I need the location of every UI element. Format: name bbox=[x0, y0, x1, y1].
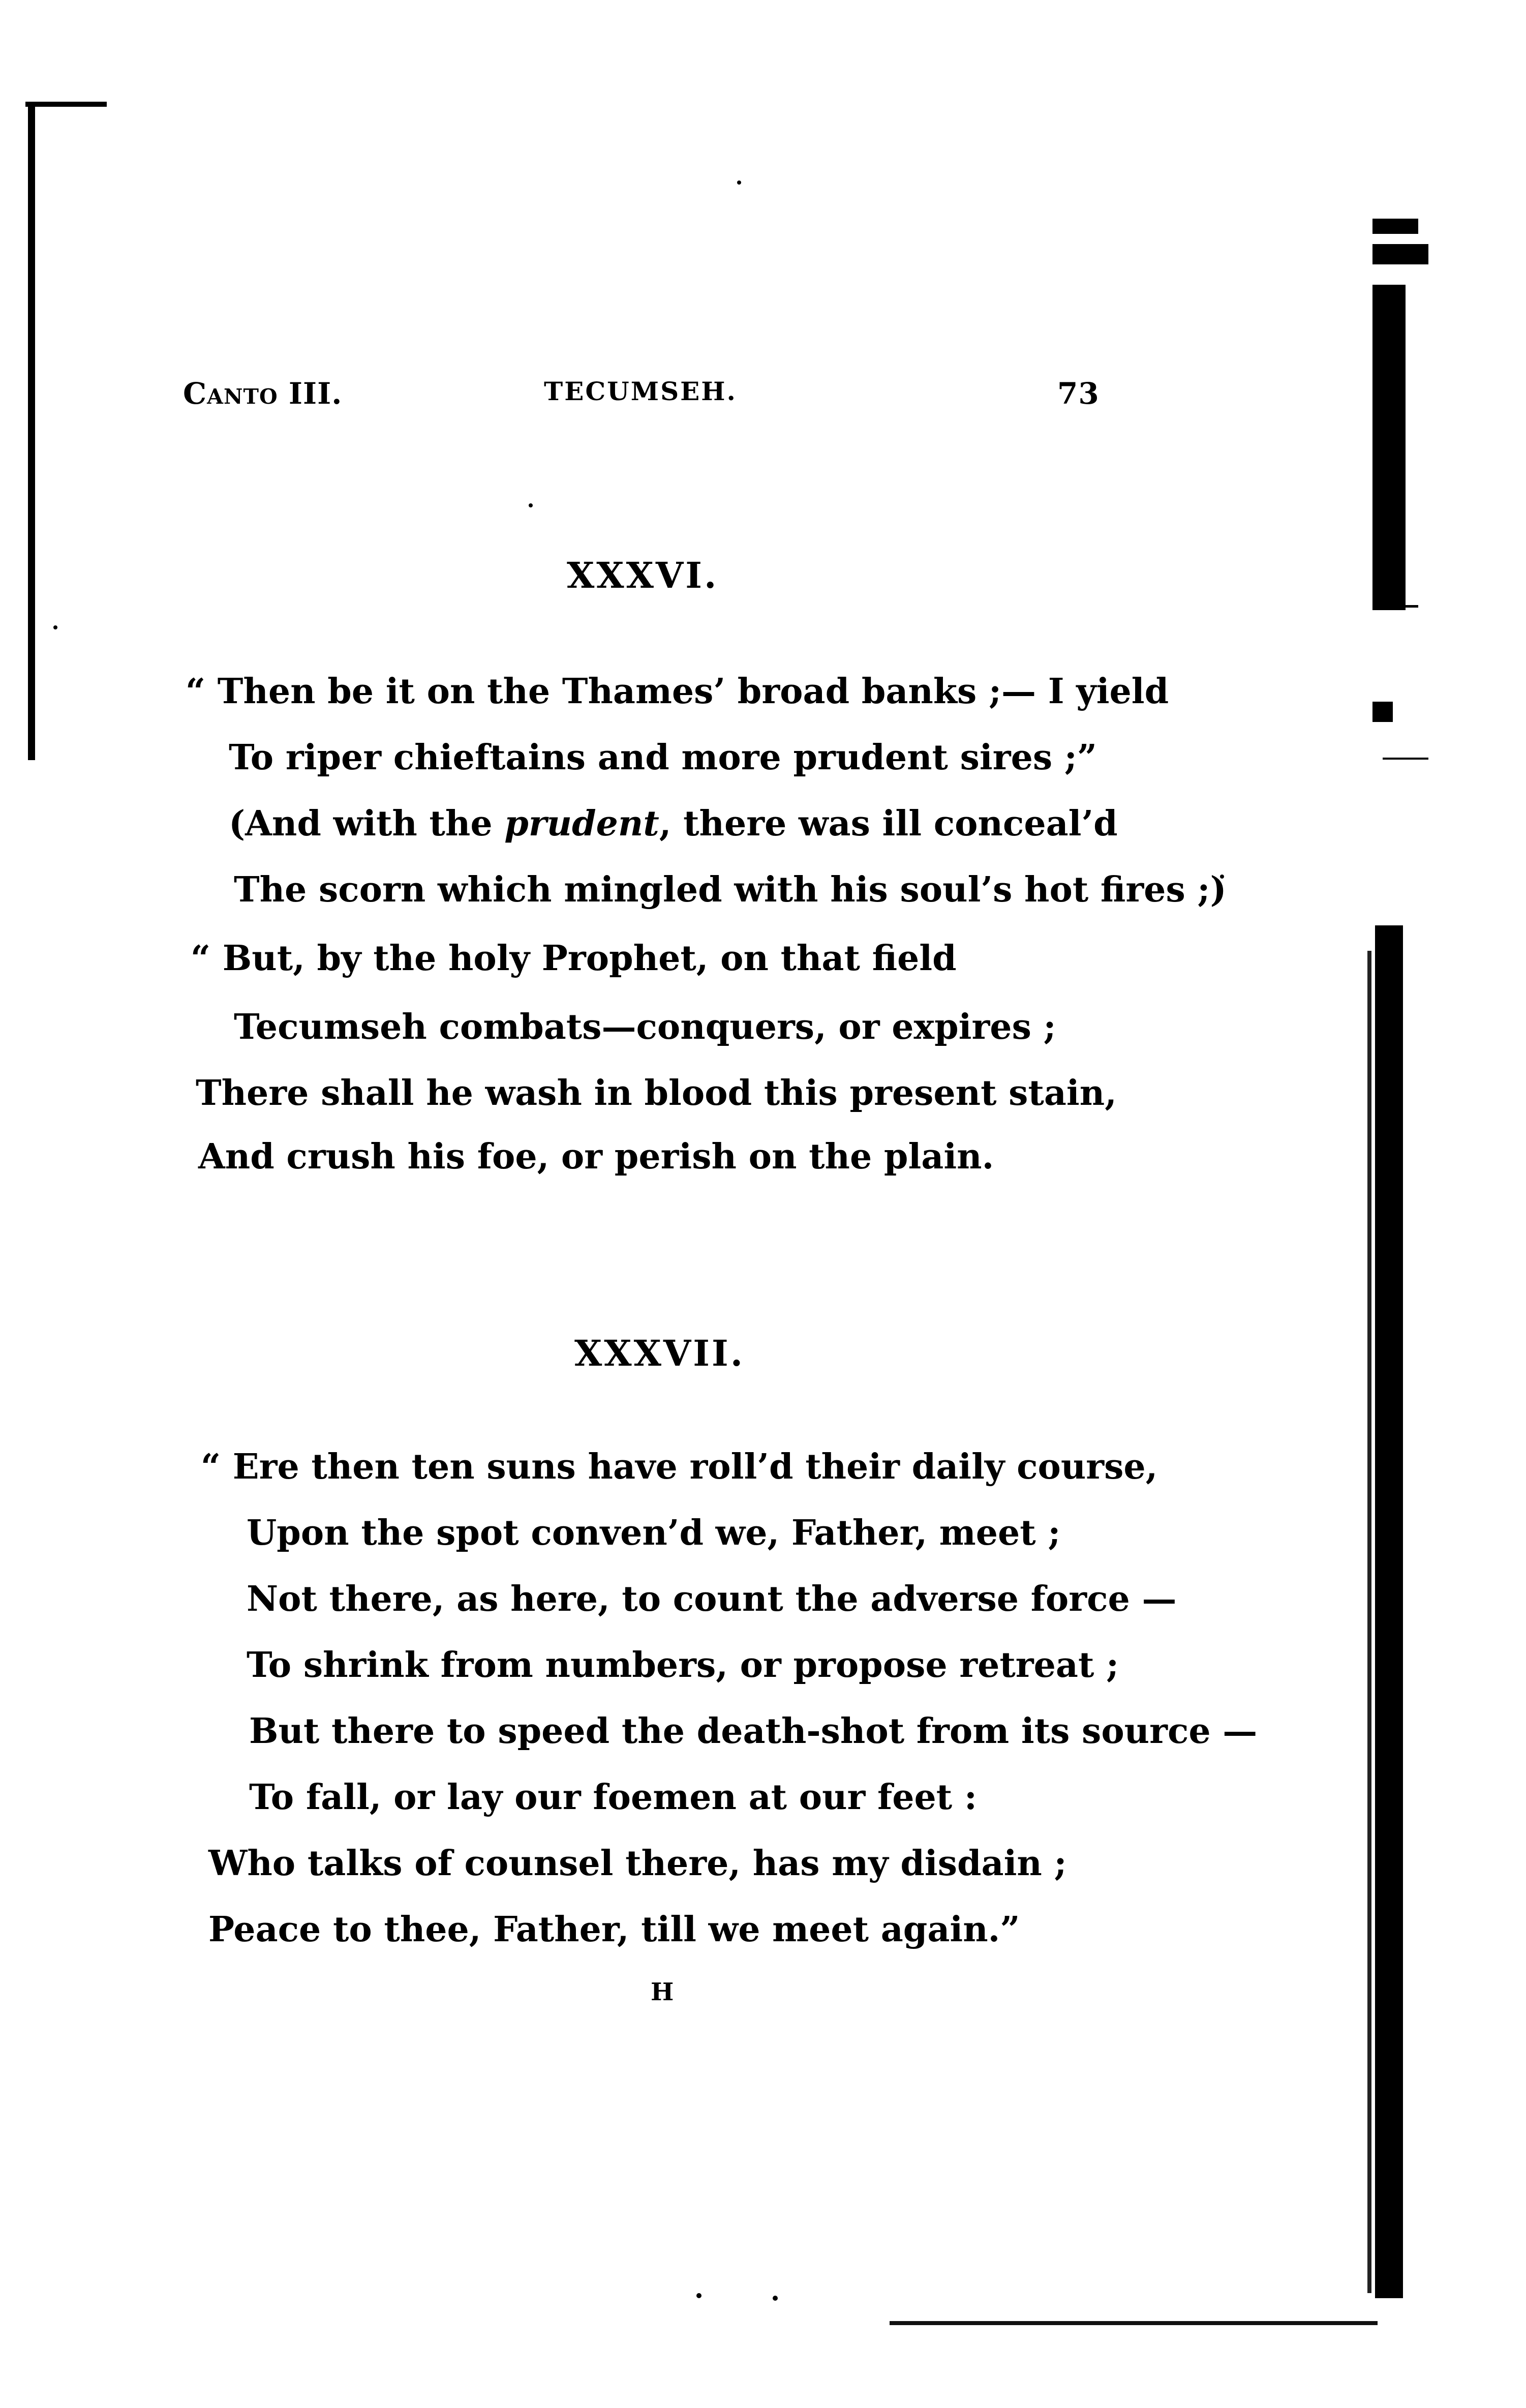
scan-edge-line bbox=[1372, 605, 1418, 608]
signature-mark: H bbox=[651, 1978, 674, 2006]
verse-line: “ Ere then ten suns have roll’d their daily course, bbox=[201, 1447, 1158, 1487]
page-number: 73 bbox=[1057, 376, 1100, 411]
scan-edge-strip bbox=[1372, 285, 1406, 610]
verse-line: To fall, or lay our foemen at our feet : bbox=[249, 1777, 977, 1818]
verse-line: Who talks of counsel there, has my disdain ; bbox=[208, 1843, 1067, 1884]
scan-border-top bbox=[25, 102, 107, 107]
scan-border-left bbox=[28, 104, 35, 760]
verse-line: Not there, as here, to count the adverse force — bbox=[247, 1579, 1177, 1619]
scan-bottom-edge bbox=[890, 2321, 1378, 2325]
scan-speck bbox=[737, 180, 741, 185]
scan-speck bbox=[773, 2296, 778, 2301]
running-title: TECUMSEH. bbox=[544, 376, 737, 406]
scan-edge-mark bbox=[1372, 702, 1393, 722]
verse-line: And crush his foe, or perish on the plain. bbox=[198, 1136, 994, 1177]
scan-edge-line bbox=[1383, 758, 1428, 760]
verse-line: To shrink from numbers, or propose retreat ; bbox=[247, 1645, 1119, 1685]
scan-speck bbox=[529, 503, 533, 507]
verse-line: There shall he wash in blood this present stain, bbox=[196, 1073, 1117, 1113]
canto-label: Canto III. bbox=[183, 376, 343, 411]
verse-line: Upon the spot conven’d we, Father, meet ; bbox=[247, 1513, 1061, 1553]
stanza-number: XXXVI. bbox=[567, 554, 719, 596]
scan-speck bbox=[53, 625, 57, 629]
verse-line: But there to speed the death-shot from its source — bbox=[249, 1711, 1258, 1752]
verse-line: “ But, by the holy Prophet, on that field bbox=[191, 938, 957, 979]
scan-edge-strip bbox=[1375, 925, 1403, 2298]
scan-edge-mark bbox=[1372, 219, 1418, 234]
verse-line: (And with the prudent, there was ill conceal’d bbox=[229, 803, 1118, 844]
scan-edge-line bbox=[1367, 951, 1371, 2293]
verse-line: To riper chieftains and more prudent sires ;” bbox=[229, 737, 1097, 778]
verse-line: “ Then be it on the Thames’ broad banks ;— I yield bbox=[186, 671, 1169, 712]
verse-line: Peace to thee, Father, till we meet again.” bbox=[208, 1909, 1020, 1950]
verse-line: Tecumseh combats—conquers, or expires ; bbox=[234, 1007, 1056, 1047]
verse-line: The scorn which mingled with his soul’s hot fires ;) bbox=[234, 869, 1227, 910]
scan-edge-mark bbox=[1372, 244, 1428, 264]
scan-speck bbox=[696, 2293, 701, 2298]
stanza-number: XXXVII. bbox=[574, 1332, 745, 1374]
